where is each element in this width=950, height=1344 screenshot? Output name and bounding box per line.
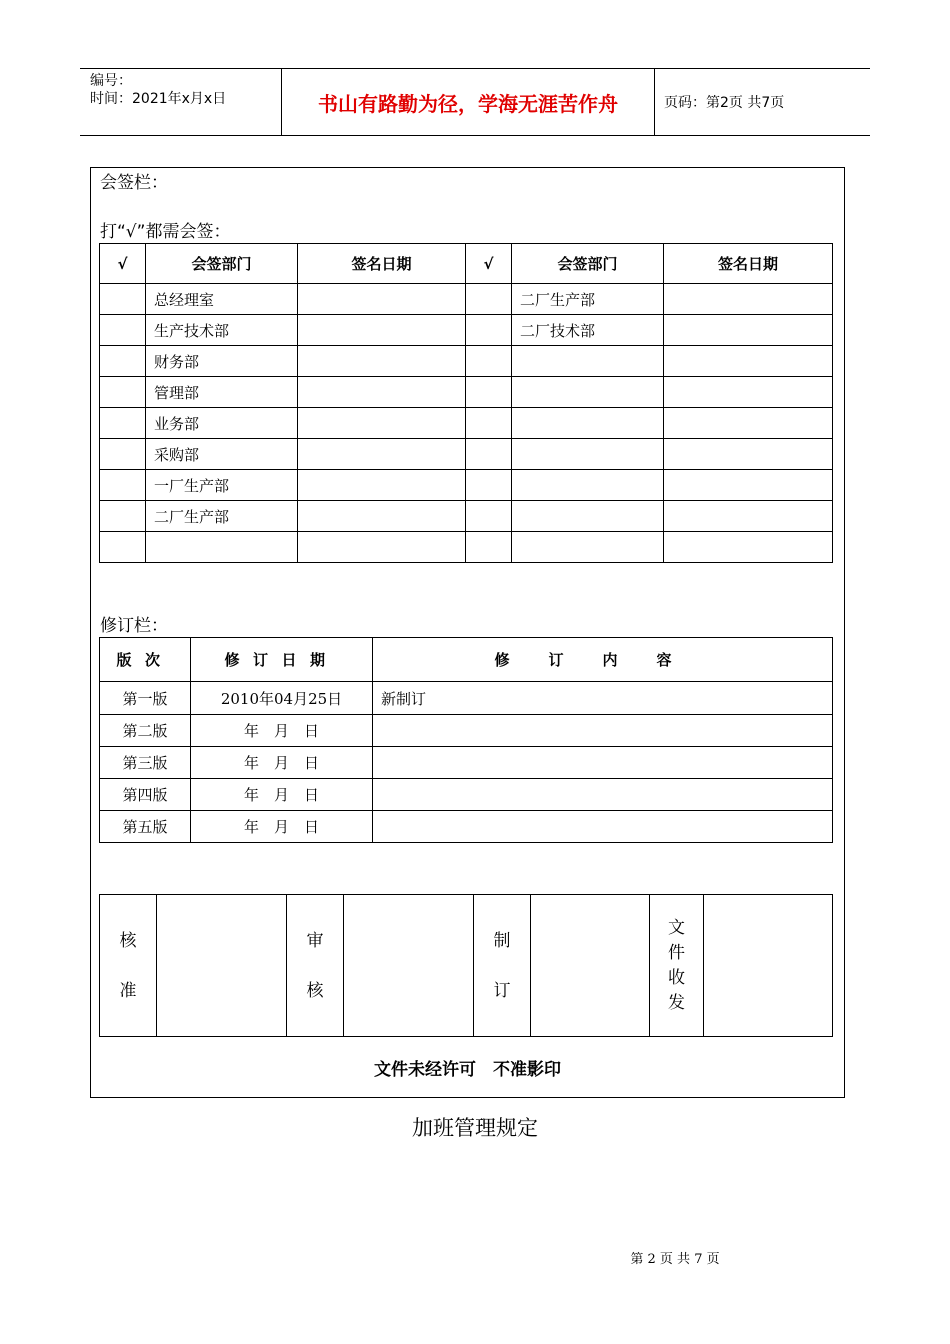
header-divider-right (654, 68, 655, 136)
revision-date-cell[interactable]: 年 月 日 (191, 747, 373, 779)
countersign-section-title: 会签栏： (100, 173, 168, 193)
sign-date-cell[interactable] (664, 315, 833, 346)
table-row (100, 501, 833, 532)
check-column-header: √ (100, 244, 146, 284)
sign-date-cell[interactable] (298, 408, 466, 439)
review-label-cell (287, 895, 344, 1037)
page-footer: 第 2 页 共 7 页 (630, 1252, 720, 1267)
sign-date-cell[interactable] (664, 470, 833, 501)
table-row (100, 377, 833, 408)
sign-date-cell[interactable] (664, 501, 833, 532)
sign-date-cell[interactable] (664, 532, 833, 563)
receive-label-cell (650, 895, 704, 1037)
table-row (100, 408, 833, 439)
check-cell[interactable] (100, 439, 146, 470)
revision-content-cell[interactable]: 新制订 (373, 682, 833, 715)
draft-label: 制订 (493, 930, 511, 1001)
revision-content-cell[interactable] (373, 747, 833, 779)
table-row (100, 315, 833, 346)
sign-date-cell[interactable] (298, 377, 466, 408)
dept-cell (512, 501, 664, 532)
check-cell[interactable] (466, 532, 512, 563)
dept-cell (512, 346, 664, 377)
table-row (100, 532, 833, 563)
dept-cell (512, 377, 664, 408)
version-cell: 第五版 (100, 811, 191, 843)
revision-date-cell[interactable]: 年 月 日 (191, 779, 373, 811)
table-row (100, 439, 833, 470)
sign-date-cell[interactable] (298, 346, 466, 377)
check-cell[interactable] (466, 377, 512, 408)
revision-content-cell[interactable] (373, 715, 833, 747)
review-signature-cell[interactable] (344, 895, 474, 1037)
dept-cell: 采购部 (146, 439, 298, 470)
check-cell[interactable] (466, 346, 512, 377)
receive-signature-cell[interactable] (704, 895, 833, 1037)
dept-cell (512, 532, 664, 563)
header-bottom-rule (80, 135, 870, 136)
check-cell[interactable] (100, 470, 146, 501)
revision-content-cell[interactable] (373, 811, 833, 843)
dept-column-header: 会签部门 (146, 244, 298, 284)
dept-cell: 总经理室 (146, 284, 298, 315)
dept-column-header-2: 会签部门 (512, 244, 664, 284)
sign-date-cell[interactable] (664, 284, 833, 315)
revision-header-row (100, 638, 833, 682)
countersign-instruction: 打“√”都需会签： (100, 222, 231, 242)
dept-cell: 生产技术部 (146, 315, 298, 346)
version-cell: 第四版 (100, 779, 191, 811)
revision-date-cell[interactable]: 年 月 日 (191, 715, 373, 747)
check-column-header-2: √ (466, 244, 512, 284)
check-cell[interactable] (100, 284, 146, 315)
check-cell[interactable] (100, 408, 146, 439)
table-row (100, 779, 833, 811)
copy-restriction-notice: 文件未经许可 不准影印 (374, 1060, 561, 1080)
check-cell[interactable] (466, 439, 512, 470)
sign-date-cell[interactable] (664, 377, 833, 408)
revision-content-cell[interactable] (373, 779, 833, 811)
dept-cell (512, 439, 664, 470)
revision-table (99, 637, 833, 843)
receive-label: 文件收发 (668, 917, 685, 1013)
sign-date-cell[interactable] (664, 346, 833, 377)
sign-date-cell[interactable] (298, 439, 466, 470)
approve-label-cell (100, 895, 157, 1037)
sign-date-cell[interactable] (298, 315, 466, 346)
table-row (100, 346, 833, 377)
header-number-label: 编号： (90, 73, 132, 89)
version-column-header: 版次 (100, 638, 191, 682)
check-cell[interactable] (100, 532, 146, 563)
dept-cell: 财务部 (146, 346, 298, 377)
header-motto: 书山有路勤为径，学海无涯苦作舟 (318, 92, 618, 116)
dept-cell: 二厂生产部 (512, 284, 664, 315)
check-cell[interactable] (100, 315, 146, 346)
header-top-rule (80, 68, 870, 69)
revision-content-column-header: 修订内容 (373, 638, 833, 682)
draft-signature-cell[interactable] (531, 895, 650, 1037)
dept-cell: 业务部 (146, 408, 298, 439)
check-cell[interactable] (100, 346, 146, 377)
table-row (100, 811, 833, 843)
header-page-label: 页码：第2页 共7页 (664, 95, 785, 111)
table-row (100, 747, 833, 779)
check-cell[interactable] (466, 408, 512, 439)
table-row (100, 284, 833, 315)
revision-date-column-header: 修订日期 (191, 638, 373, 682)
dept-cell: 二厂技术部 (512, 315, 664, 346)
check-cell[interactable] (466, 470, 512, 501)
sign-date-cell[interactable] (298, 284, 466, 315)
check-cell[interactable] (466, 284, 512, 315)
document-title: 加班管理规定 (412, 1116, 538, 1140)
sign-date-cell[interactable] (664, 408, 833, 439)
dept-cell: 一厂生产部 (146, 470, 298, 501)
check-cell[interactable] (466, 501, 512, 532)
version-cell: 第一版 (100, 682, 191, 715)
approval-table (99, 894, 833, 1037)
revision-date-cell[interactable]: 年 月 日 (191, 811, 373, 843)
sign-date-cell[interactable] (298, 532, 466, 563)
revision-section-title: 修订栏： (100, 616, 168, 636)
sign-date-cell[interactable] (298, 501, 466, 532)
approve-signature-cell[interactable] (157, 895, 287, 1037)
sign-date-cell[interactable] (298, 470, 466, 501)
check-cell[interactable] (100, 501, 146, 532)
dept-cell (512, 470, 664, 501)
review-label: 审核 (306, 930, 324, 1001)
countersign-table (99, 243, 833, 563)
draft-label-cell (474, 895, 531, 1037)
check-cell[interactable] (100, 377, 146, 408)
table-row (100, 470, 833, 501)
sign-date-cell[interactable] (664, 439, 833, 470)
approve-label: 核准 (119, 930, 137, 1001)
dept-cell (512, 408, 664, 439)
table-row (100, 682, 833, 715)
dept-cell: 二厂生产部 (146, 501, 298, 532)
version-cell: 第二版 (100, 715, 191, 747)
dept-cell: 管理部 (146, 377, 298, 408)
dept-cell (146, 532, 298, 563)
check-cell[interactable] (466, 315, 512, 346)
revision-date-cell[interactable]: 2010年04月25日 (191, 682, 373, 715)
header-time-label: 时间：2021年x月x日 (90, 91, 227, 107)
approval-row (100, 895, 833, 1037)
sign-date-column-header-2: 签名日期 (664, 244, 833, 284)
sign-date-column-header: 签名日期 (298, 244, 466, 284)
table-row (100, 715, 833, 747)
version-cell: 第三版 (100, 747, 191, 779)
countersign-header-row (100, 244, 833, 284)
